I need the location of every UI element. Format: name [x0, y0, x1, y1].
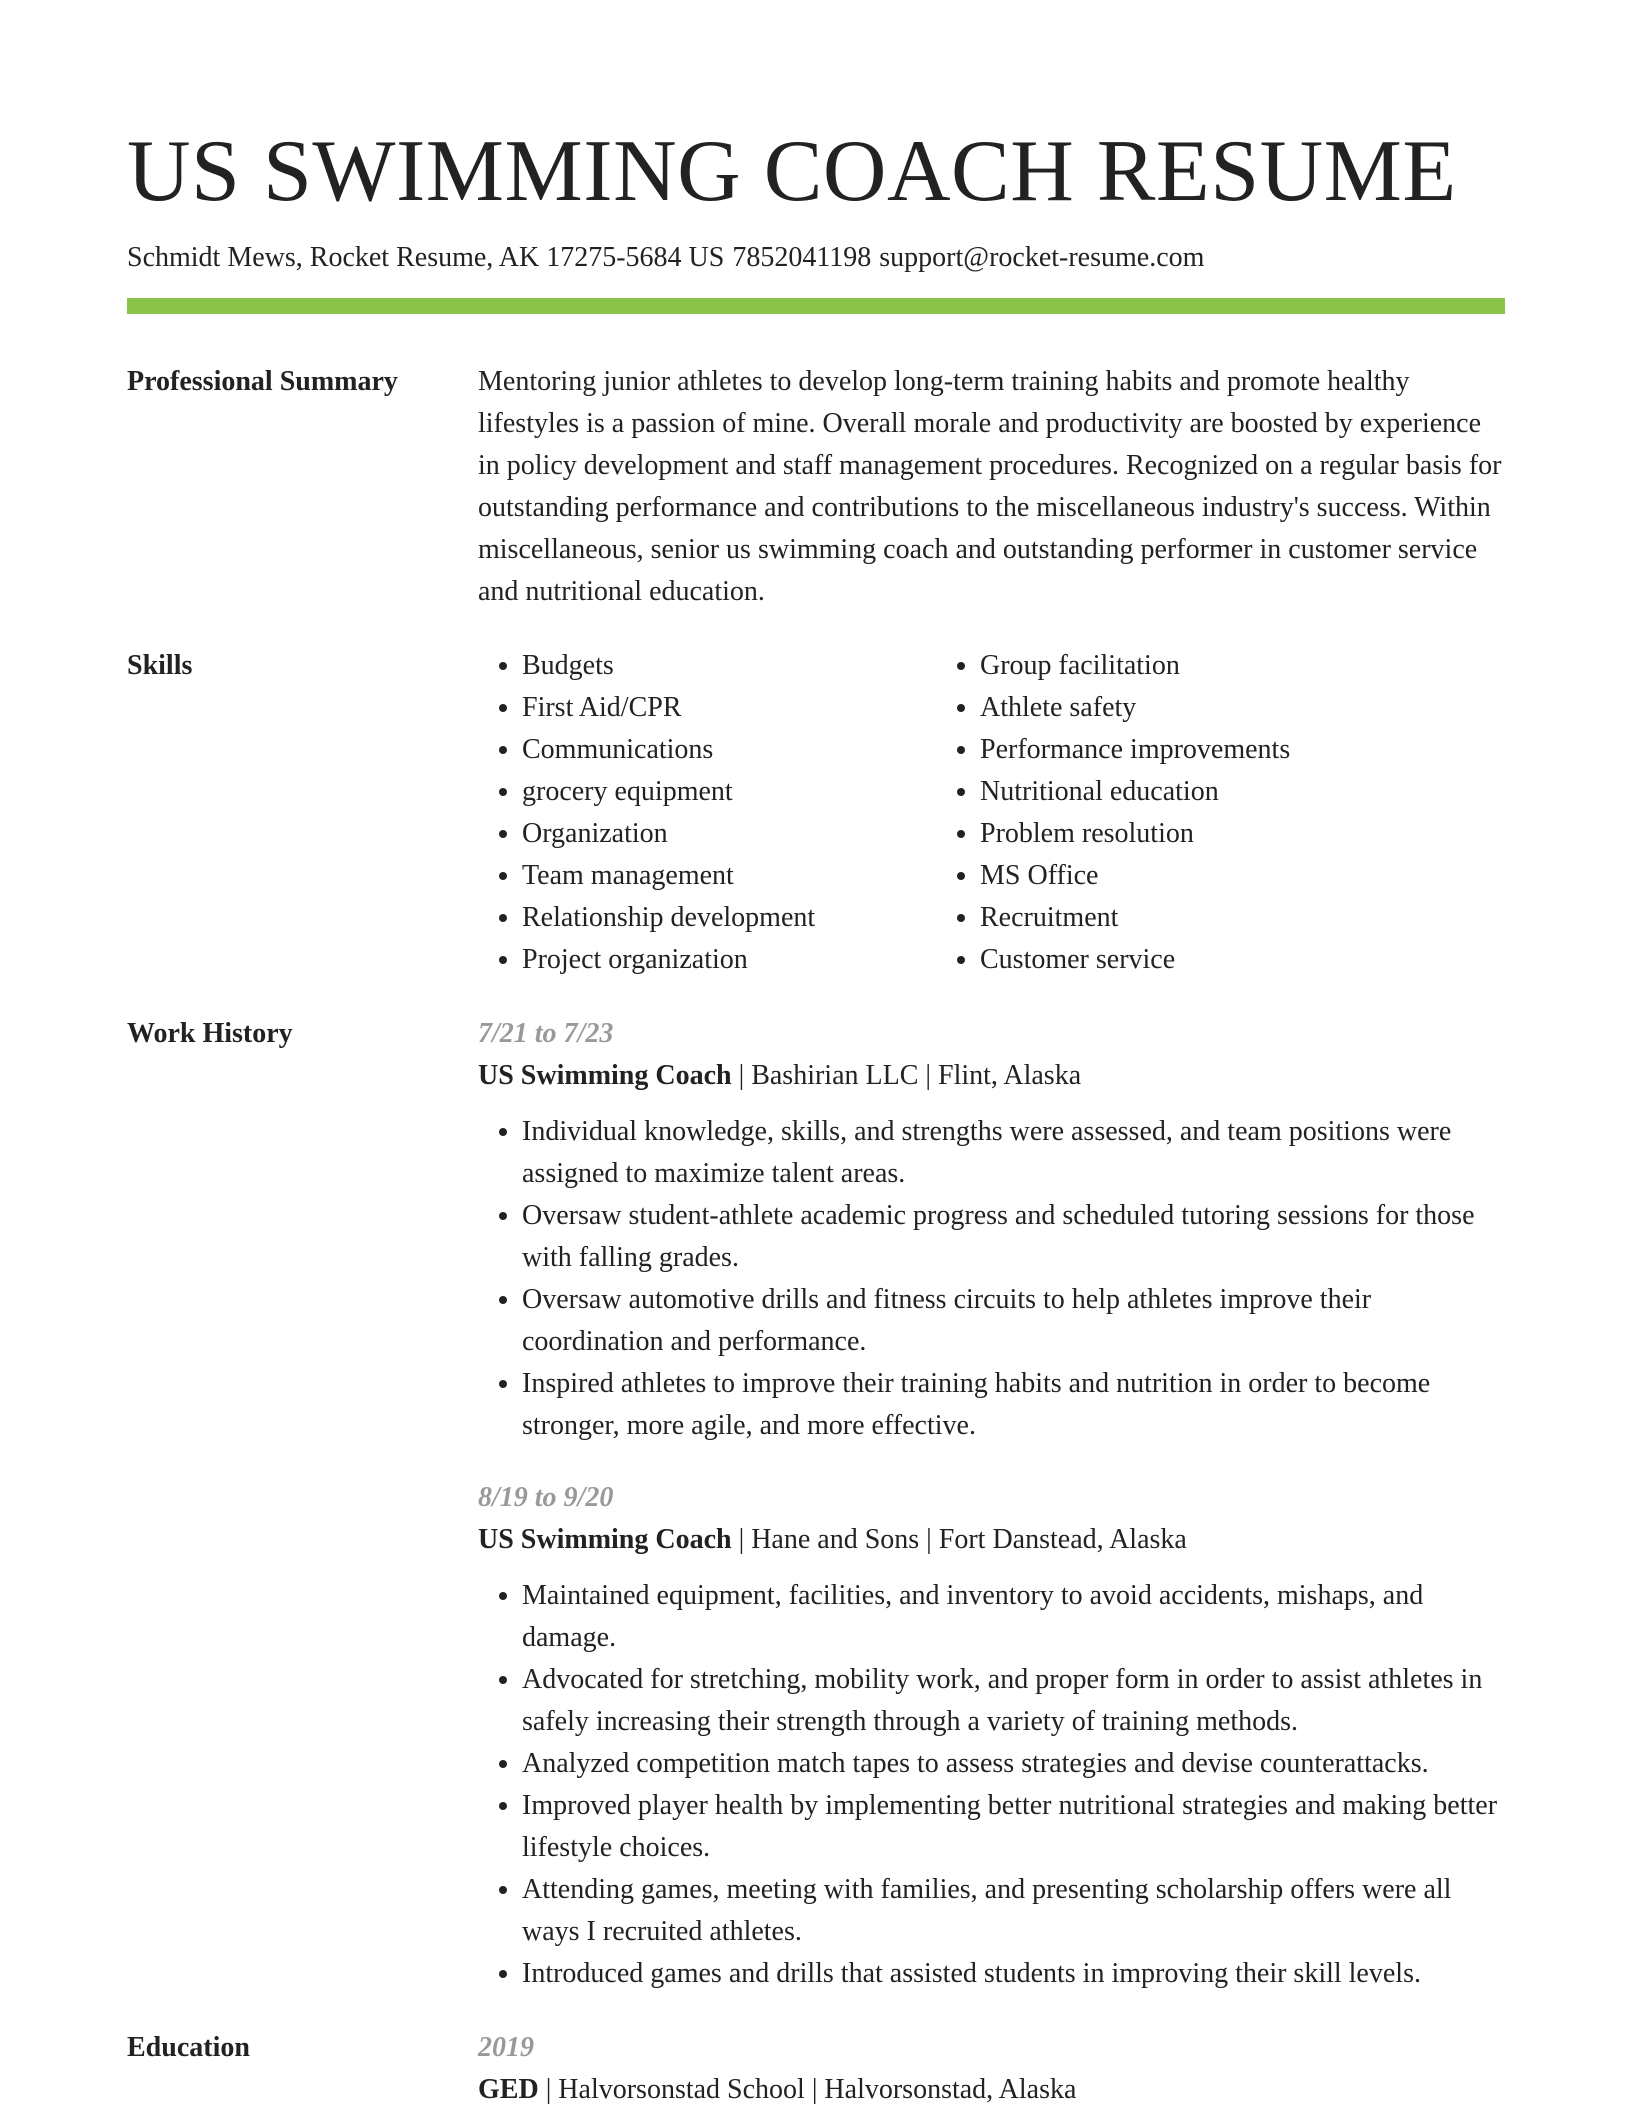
skill-item: • Communications — [522, 729, 936, 771]
summary-heading: Professional Summary — [127, 366, 398, 397]
job-bullets — [478, 1575, 1505, 1995]
skill-item: • Customer service — [980, 939, 1290, 981]
skill-item: • Group facilitation — [980, 645, 1290, 687]
job-bullet: • Individual knowledge, skills, and strengths were assessed, and team positions were assigned to maximize talent areas. — [522, 1111, 1505, 1195]
skill-item: • Organization — [522, 813, 936, 855]
skills-list-right — [936, 645, 1290, 981]
job-bullet: • Maintained equipment, facilities, and inventory to avoid accidents, mishaps, and damage. — [522, 1575, 1505, 1659]
job-title: US Swimming Coach — [478, 1524, 732, 1555]
contact-phone: 7852041198 — [732, 242, 872, 273]
skill-item: • Nutritional education — [980, 771, 1290, 813]
job-role-line — [478, 1519, 1505, 1561]
job-bullet: • Improved player health by implementing better nutritional strategies and making better lifestyle choices. — [522, 1785, 1505, 1869]
job-bullet: • Analyzed competition match tapes to assess strategies and devise counterattacks. — [522, 1743, 1505, 1785]
skill-item: • Performance improvements — [980, 729, 1290, 771]
job-details: | Bashirian LLC | Flint, Alaska — [731, 1060, 1082, 1091]
skill-item: • MS Office — [980, 855, 1290, 897]
skills-grid — [478, 645, 1505, 981]
job-bullet: • Oversaw student-athlete academic progress and scheduled tutoring sessions for those with falling grades. — [522, 1195, 1505, 1279]
work-history-heading: Work History — [127, 1018, 293, 1049]
skill-item: • Team management — [522, 855, 936, 897]
skills-list-left — [478, 645, 936, 981]
summary-text: Mentoring junior athletes to develop long-term training habits and promote healthy lifestyles is a passion of mine. Overall morale and productivity are boosted by experience in policy development and staff management procedures. Recognized on a regular basis for outstanding performance and contributions to the miscellaneous industry's success. Within miscellaneous, senior us swimming coach and outstanding performer in customer service and nutritional education. — [478, 366, 1502, 607]
education-section — [127, 2027, 1505, 2111]
skill-item: • Athlete safety — [980, 687, 1290, 729]
job-bullet: • Oversaw automotive drills and fitness circuits to help athletes improve their coordination and performance. — [522, 1279, 1505, 1363]
skill-item: • First Aid/CPR — [522, 687, 936, 729]
job-details: | Hane and Sons | Fort Danstead, Alaska — [731, 1524, 1187, 1555]
job-dates: 7/21 to 7/23 — [478, 1018, 614, 1049]
contact-email: support@rocket-resume.com — [879, 242, 1205, 273]
skill-item: • Project organization — [522, 939, 936, 981]
job-bullets — [478, 1111, 1505, 1447]
education-degree: GED — [478, 2074, 539, 2105]
education-line — [478, 2069, 1505, 2111]
skill-item: • Relationship development — [522, 897, 936, 939]
education-year: 2019 — [478, 2032, 534, 2063]
summary-section — [127, 361, 1505, 613]
skill-item: • Problem resolution — [980, 813, 1290, 855]
skill-item: • grocery equipment — [522, 771, 936, 813]
contact-address: Schmidt Mews, Rocket Resume, AK 17275-5684 US — [127, 242, 725, 273]
job-bullet: • Inspired athletes to improve their training habits and nutrition in order to become stronger, more agile, and more effective. — [522, 1363, 1505, 1447]
skills-heading: Skills — [127, 650, 193, 681]
job-entry — [478, 1477, 1505, 1995]
skills-section — [127, 645, 1505, 981]
skill-item: • Recruitment — [980, 897, 1290, 939]
work-history-section — [127, 1013, 1505, 1995]
job-role-line — [478, 1055, 1505, 1097]
job-bullet: • Attending games, meeting with families, and presenting scholarship offers were all ways I recruited athletes. — [522, 1869, 1505, 1953]
header-divider — [127, 298, 1505, 314]
education-details: | Halvorsonstad School | Halvorsonstad, Alaska — [538, 2074, 1077, 2105]
job-bullet: • Advocated for stretching, mobility work, and proper form in order to assist athletes in safely increasing their strength through a variety of training methods. — [522, 1659, 1505, 1743]
job-entry — [478, 1013, 1505, 1447]
job-bullet: • Introduced games and drills that assisted students in improving their skill levels. — [522, 1953, 1505, 1995]
skill-item: • Budgets — [522, 645, 936, 687]
job-dates: 8/19 to 9/20 — [478, 1482, 614, 1513]
contact-line — [127, 240, 1505, 276]
job-title: US Swimming Coach — [478, 1060, 732, 1091]
resume-title: US SWIMMING COACH RESUME — [127, 123, 1457, 220]
education-heading: Education — [127, 2032, 250, 2063]
